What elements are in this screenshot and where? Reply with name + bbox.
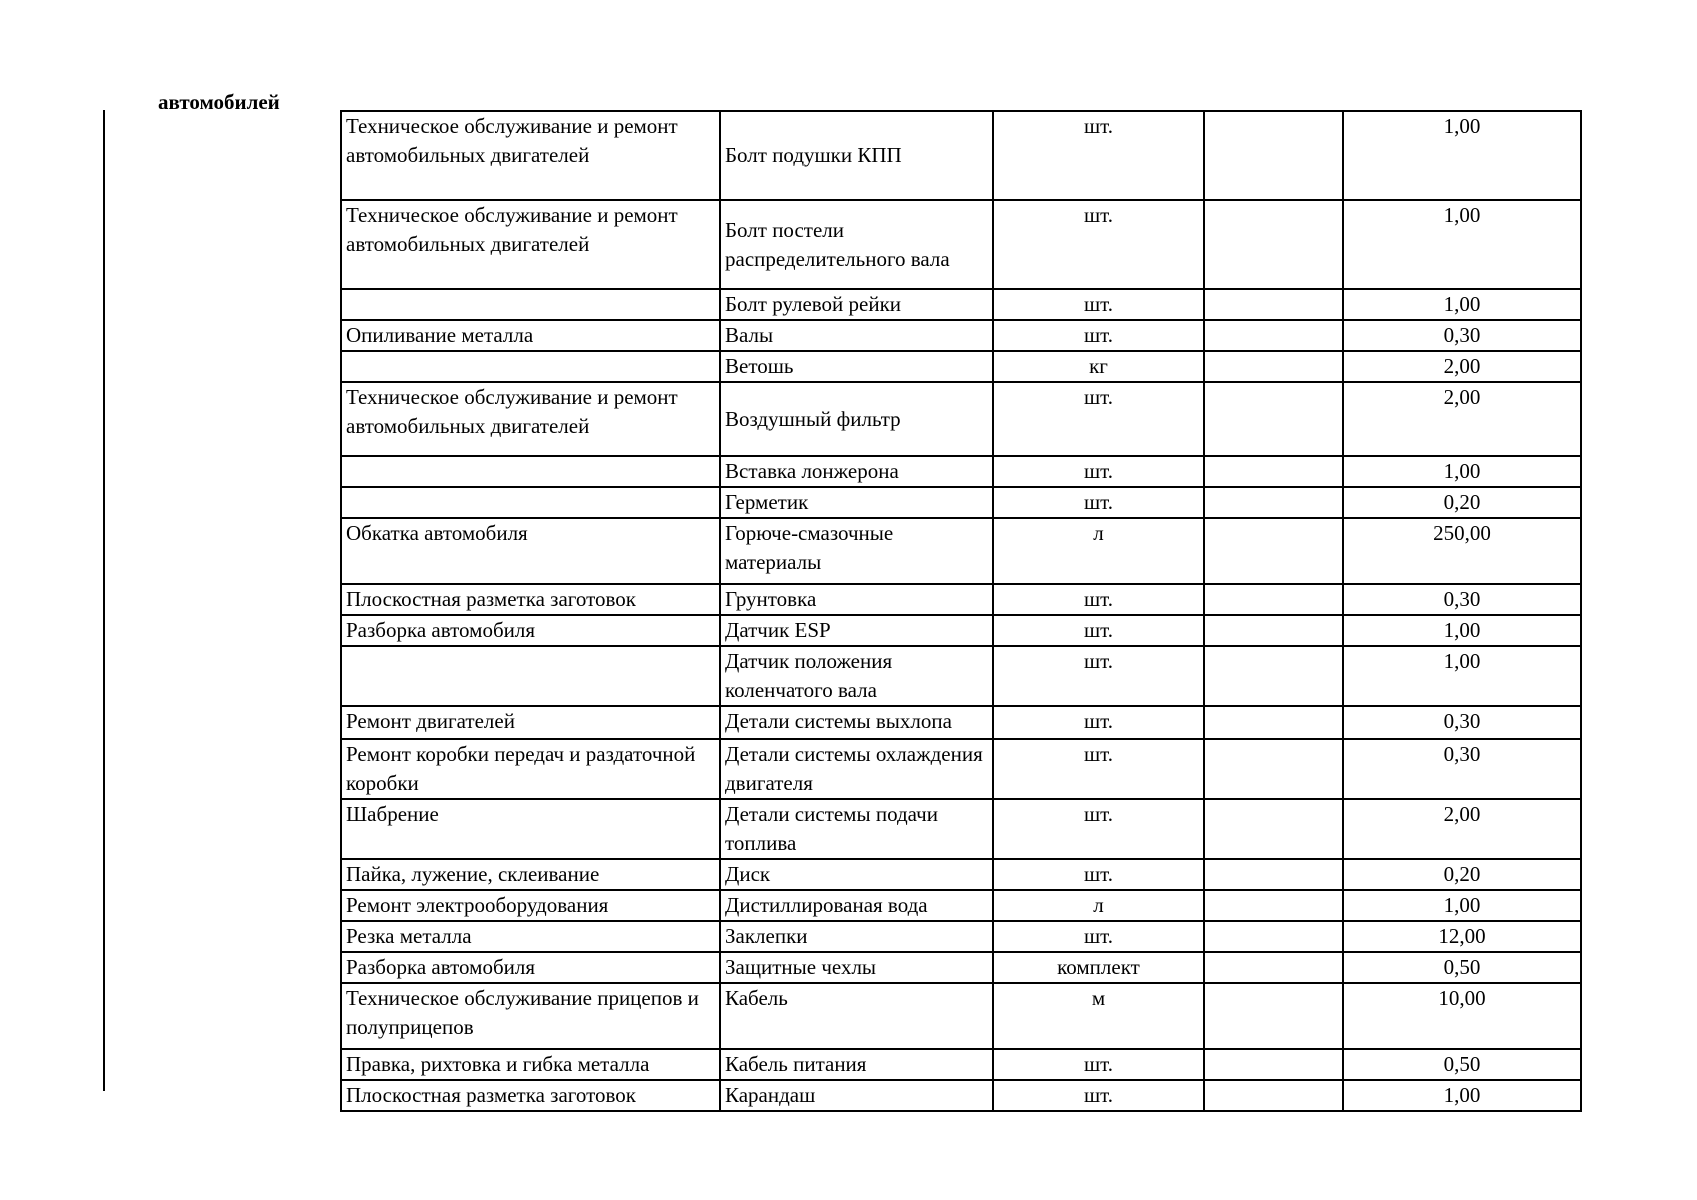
table-row [341, 706, 1581, 739]
material-name-cell: Детали системы охлаждения двигателя [720, 739, 993, 799]
table-row [341, 456, 1581, 487]
empty-cell [1204, 351, 1343, 382]
unit-cell: шт. [993, 706, 1204, 739]
empty-cell [1204, 646, 1343, 706]
unit-cell: шт. [993, 200, 1204, 289]
material-name-cell: Валы [720, 320, 993, 351]
work-cell: Разборка автомобиля [341, 952, 720, 983]
table-row [341, 320, 1581, 351]
material-name-cell: Датчик ESP [720, 615, 993, 646]
work-cell: Пайка, лужение, склеивание [341, 859, 720, 890]
quantity-cell: 12,00 [1343, 921, 1581, 952]
unit-cell: кг [993, 351, 1204, 382]
quantity-cell: 1,00 [1343, 890, 1581, 921]
unit-cell: м [993, 983, 1204, 1049]
table-row [341, 382, 1581, 456]
empty-cell [1204, 706, 1343, 739]
quantity-cell: 10,00 [1343, 983, 1581, 1049]
unit-cell: шт. [993, 487, 1204, 518]
quantity-cell: 250,00 [1343, 518, 1581, 584]
empty-cell [1204, 200, 1343, 289]
quantity-cell: 0,50 [1343, 952, 1581, 983]
empty-cell [1204, 890, 1343, 921]
work-cell: Правка, рихтовка и гибка металла [341, 1049, 720, 1080]
empty-cell [1204, 952, 1343, 983]
table-row [341, 983, 1581, 1049]
empty-cell [1204, 382, 1343, 456]
left-border-rule [103, 110, 105, 1091]
empty-cell [1204, 584, 1343, 615]
table-row [341, 1049, 1581, 1080]
material-name-cell: Диск [720, 859, 993, 890]
materials-table-body [341, 111, 1581, 1111]
work-cell [341, 646, 720, 706]
empty-cell [1204, 739, 1343, 799]
empty-cell [1204, 518, 1343, 584]
table-row [341, 584, 1581, 615]
unit-cell: комплект [993, 952, 1204, 983]
material-name-cell: Карандаш [720, 1080, 993, 1111]
empty-cell [1204, 289, 1343, 320]
quantity-cell: 1,00 [1343, 289, 1581, 320]
material-name-cell: Болт постели распределительного вала [720, 200, 993, 289]
table-row [341, 351, 1581, 382]
work-cell: Ремонт коробки передач и раздаточной коробки [341, 739, 720, 799]
table-row [341, 1080, 1581, 1111]
work-cell: Техническое обслуживание и ремонт автомобильных двигателей [341, 200, 720, 289]
empty-cell [1204, 320, 1343, 351]
quantity-cell: 0,20 [1343, 859, 1581, 890]
unit-cell: шт. [993, 799, 1204, 859]
unit-cell: шт. [993, 646, 1204, 706]
table-row [341, 859, 1581, 890]
unit-cell: шт. [993, 289, 1204, 320]
material-name-cell: Кабель [720, 983, 993, 1049]
material-name-cell: Болт подушки КПП [720, 111, 993, 200]
quantity-cell: 2,00 [1343, 382, 1581, 456]
empty-cell [1204, 1080, 1343, 1111]
material-name-cell: Детали системы выхлопа [720, 706, 993, 739]
table-row [341, 289, 1581, 320]
table-row [341, 952, 1581, 983]
work-cell: Техническое обслуживание и ремонт автомобильных двигателей [341, 111, 720, 200]
quantity-cell: 0,30 [1343, 584, 1581, 615]
unit-cell: шт. [993, 859, 1204, 890]
clipped-section-heading [150, 90, 340, 116]
table-row [341, 646, 1581, 706]
work-cell [341, 456, 720, 487]
work-cell: Шабрение [341, 799, 720, 859]
quantity-cell: 2,00 [1343, 351, 1581, 382]
material-name-cell: Ветошь [720, 351, 993, 382]
unit-cell: шт. [993, 320, 1204, 351]
work-cell: Ремонт электрооборудования [341, 890, 720, 921]
material-name-cell: Горюче-смазочные материалы [720, 518, 993, 584]
material-name-cell: Защитные чехлы [720, 952, 993, 983]
empty-cell [1204, 799, 1343, 859]
quantity-cell: 1,00 [1343, 200, 1581, 289]
unit-cell: шт. [993, 1080, 1204, 1111]
unit-cell: шт. [993, 584, 1204, 615]
empty-cell [1204, 1049, 1343, 1080]
empty-cell [1204, 983, 1343, 1049]
quantity-cell: 0,30 [1343, 706, 1581, 739]
quantity-cell: 0,30 [1343, 739, 1581, 799]
table-row [341, 518, 1581, 584]
work-cell: Опиливание металла [341, 320, 720, 351]
empty-cell [1204, 487, 1343, 518]
work-cell: Плоскостная разметка заготовок [341, 584, 720, 615]
unit-cell: шт. [993, 1049, 1204, 1080]
quantity-cell: 1,00 [1343, 111, 1581, 200]
table-row [341, 487, 1581, 518]
materials-table [340, 110, 1582, 1112]
material-name-cell: Датчик положения коленчатого вала [720, 646, 993, 706]
work-cell [341, 351, 720, 382]
quantity-cell: 0,30 [1343, 320, 1581, 351]
unit-cell: шт. [993, 111, 1204, 200]
work-cell: Обкатка автомобиля [341, 518, 720, 584]
work-cell: Резка металла [341, 921, 720, 952]
unit-cell: шт. [993, 456, 1204, 487]
table-row [341, 799, 1581, 859]
material-name-cell: Дистиллированая вода [720, 890, 993, 921]
unit-cell: л [993, 518, 1204, 584]
work-cell [341, 487, 720, 518]
unit-cell: шт. [993, 921, 1204, 952]
empty-cell [1204, 921, 1343, 952]
work-cell: Разборка автомобиля [341, 615, 720, 646]
empty-cell [1204, 456, 1343, 487]
quantity-cell: 1,00 [1343, 646, 1581, 706]
table-row [341, 200, 1581, 289]
table-row [341, 111, 1581, 200]
material-name-cell: Болт рулевой рейки [720, 289, 993, 320]
table-row [341, 921, 1581, 952]
empty-cell [1204, 111, 1343, 200]
material-name-cell: Грунтовка [720, 584, 993, 615]
work-cell: Ремонт двигателей [341, 706, 720, 739]
material-name-cell: Детали системы подачи топлива [720, 799, 993, 859]
quantity-cell: 1,00 [1343, 615, 1581, 646]
table-row [341, 615, 1581, 646]
work-cell: Техническое обслуживание и ремонт автомобильных двигателей [341, 382, 720, 456]
table-row [341, 739, 1581, 799]
empty-cell [1204, 615, 1343, 646]
unit-cell: шт. [993, 739, 1204, 799]
empty-cell [1204, 859, 1343, 890]
unit-cell: шт. [993, 382, 1204, 456]
quantity-cell: 1,00 [1343, 456, 1581, 487]
material-name-cell: Заклепки [720, 921, 993, 952]
work-cell: Плоскостная разметка заготовок [341, 1080, 720, 1111]
quantity-cell: 2,00 [1343, 799, 1581, 859]
material-name-cell: Вставка лонжерона [720, 456, 993, 487]
material-name-cell: Кабель питания [720, 1049, 993, 1080]
material-name-cell: Воздушный фильтр [720, 382, 993, 456]
unit-cell: л [993, 890, 1204, 921]
quantity-cell: 0,50 [1343, 1049, 1581, 1080]
table-row [341, 890, 1581, 921]
quantity-cell: 1,00 [1343, 1080, 1581, 1111]
unit-cell: шт. [993, 615, 1204, 646]
work-cell [341, 289, 720, 320]
quantity-cell: 0,20 [1343, 487, 1581, 518]
work-cell: Техническое обслуживание прицепов и полуприцепов [341, 983, 720, 1049]
clipped-heading-text: автомобилей [158, 90, 280, 114]
material-name-cell: Герметик [720, 487, 993, 518]
